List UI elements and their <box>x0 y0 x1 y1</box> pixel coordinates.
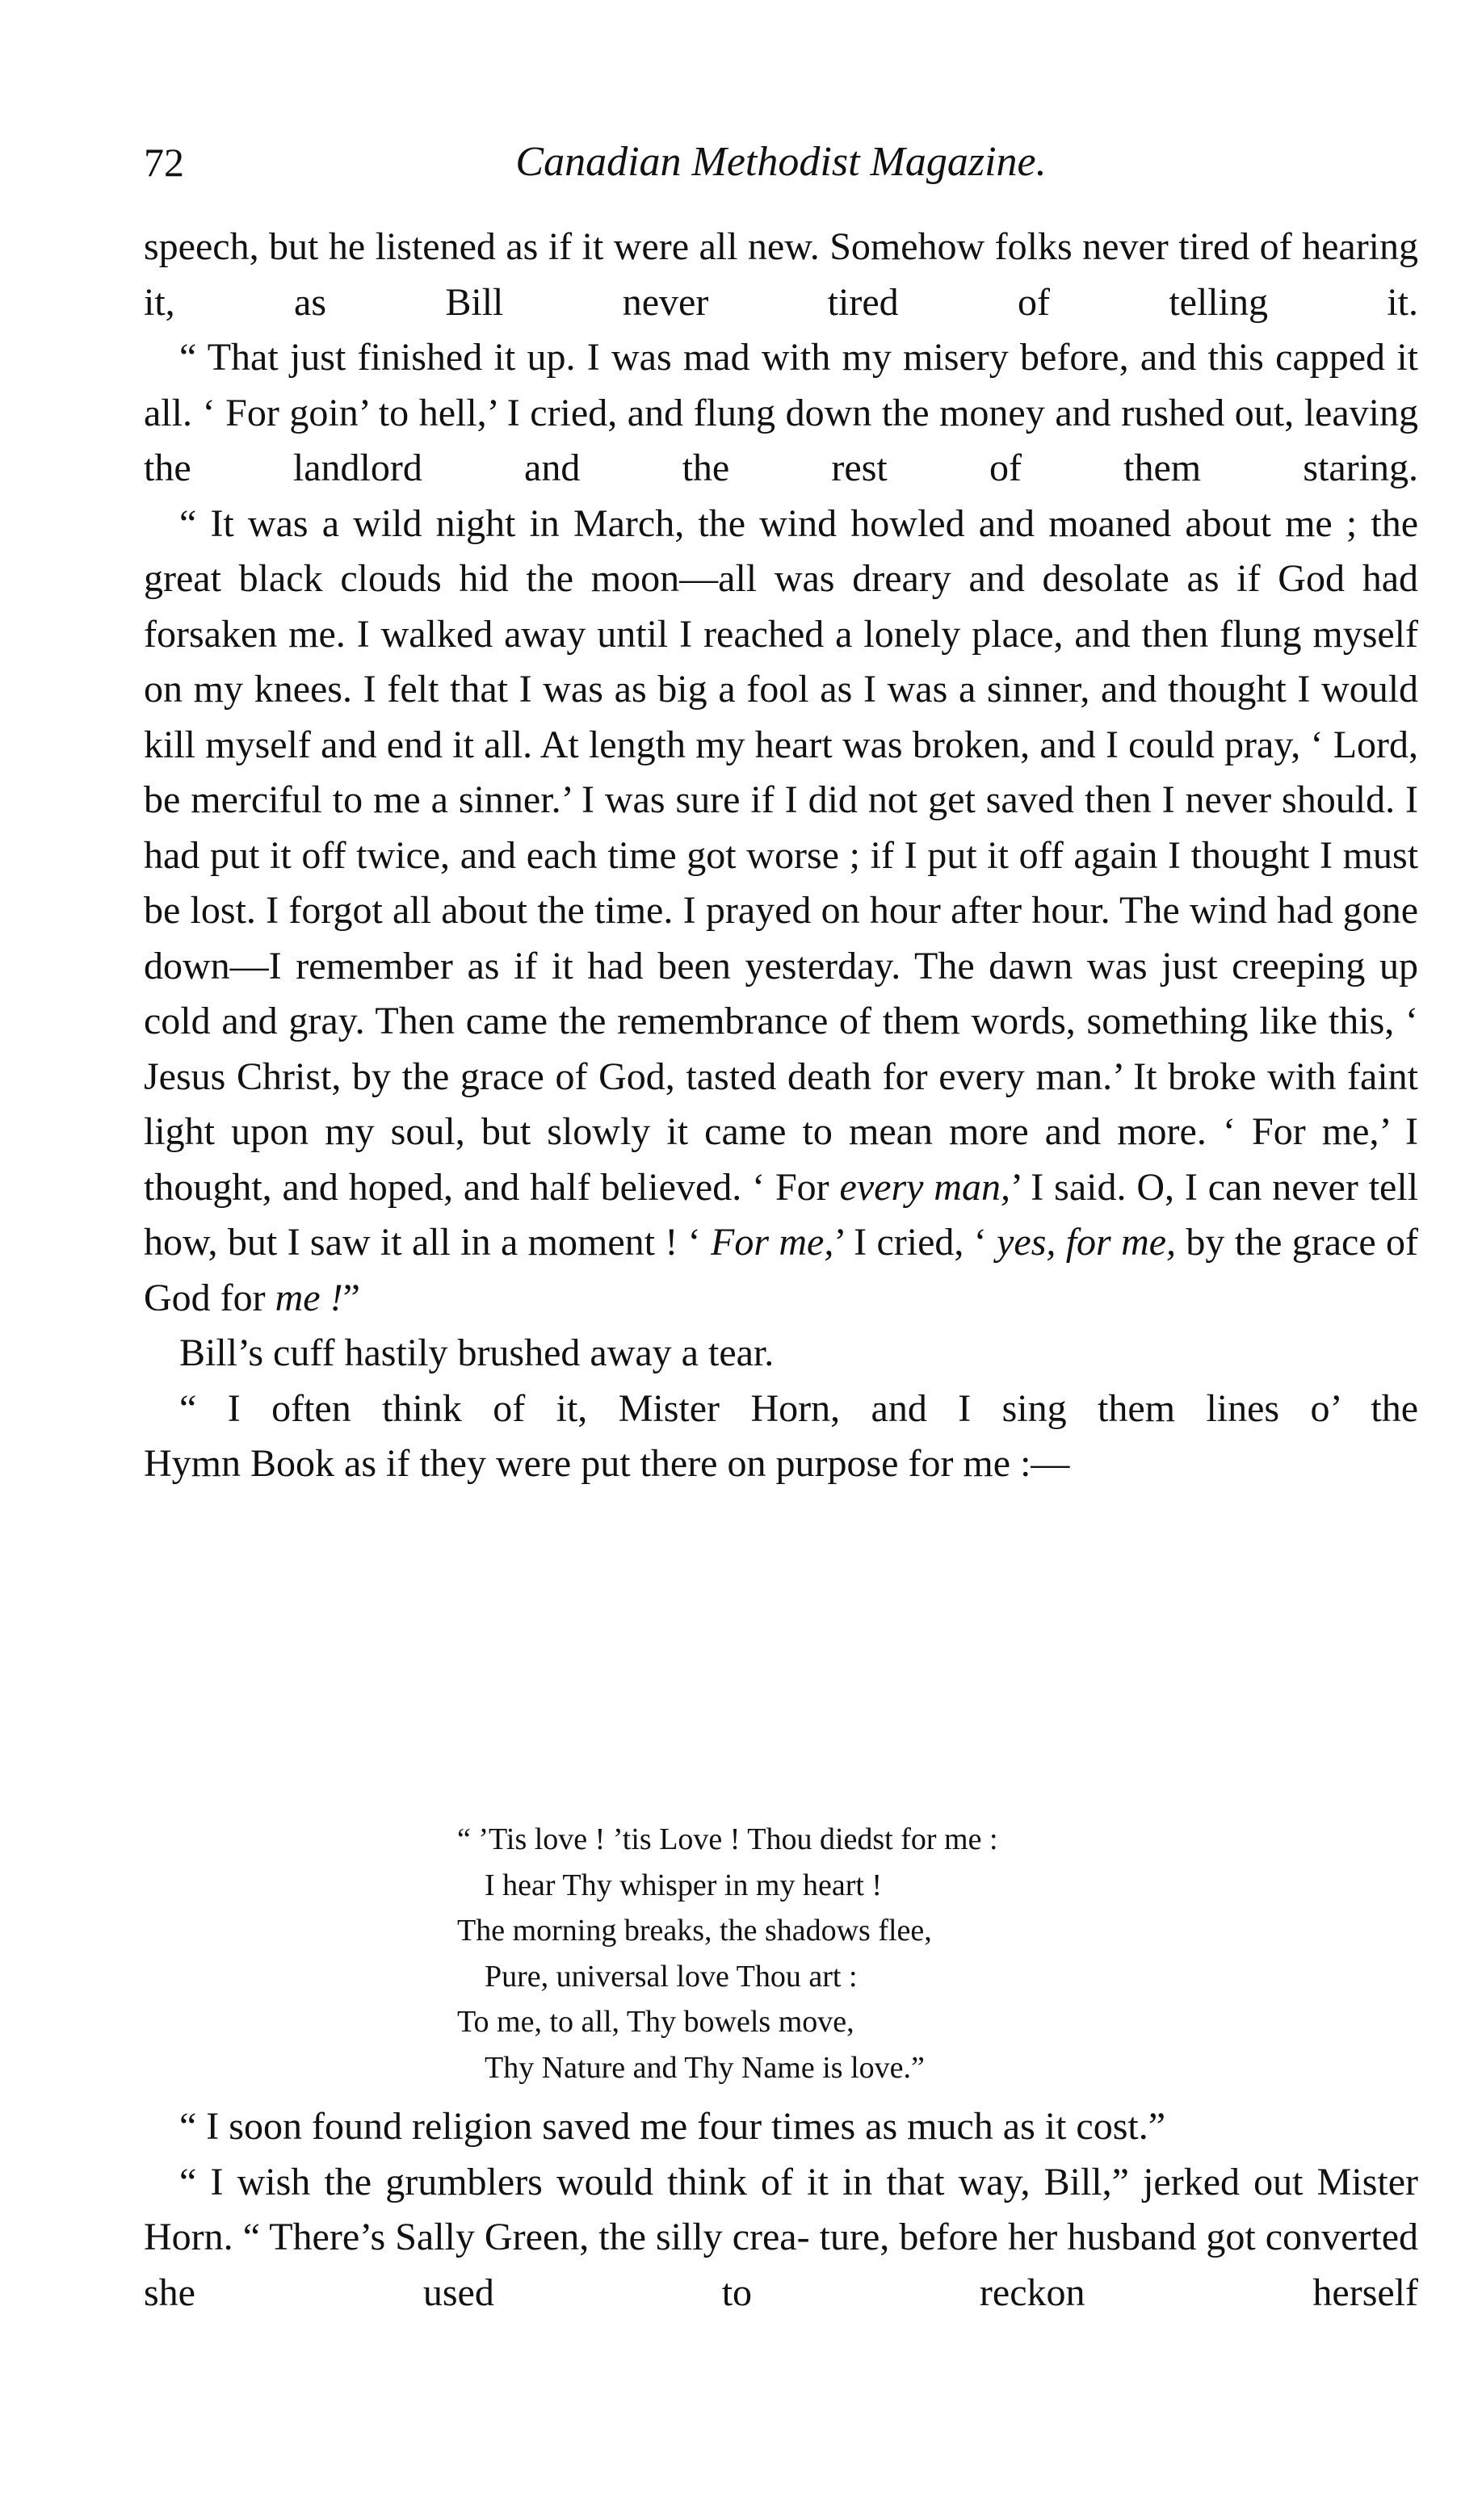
text-line: felt that I was as big a fool as I was a sinner, and thought I <box>387 668 1311 711</box>
emphasis: yes, for me, <box>997 1221 1177 1264</box>
text-line <box>144 1277 360 1319</box>
paragraph-7 <box>144 2155 1418 2321</box>
text-run: ’ I cried, ‘ <box>833 1221 997 1264</box>
text-line: Hymn Book as if they were put there on purpose for me :— <box>144 1442 1070 1485</box>
text-line: “ That just finished it up. I was mad with my misery before, <box>179 336 1129 379</box>
paragraph-3 <box>144 497 1418 1271</box>
text-run: ‘ For <box>752 1165 840 1209</box>
text-line: ture, before her husband got converted she used to reckon herself <box>144 2216 1419 2314</box>
body-text <box>144 220 1418 1492</box>
text-line: came the remembrance of them words, something like this, ‘ Jesus <box>144 1000 1419 1098</box>
text-line <box>460 1221 1418 1264</box>
text-line: jerked out Mister Horn. “ There’s Sally Green, the silly crea- <box>144 2160 1418 2258</box>
hymn-line: I hear Thy whisper in my heart ! <box>485 1868 883 1902</box>
text-line: never tired of hearing it, as Bill never tired of telling it. <box>144 225 1419 324</box>
hymn-line: Thy Nature and Thy Name is love.” <box>485 2050 925 2085</box>
text-line: be lost. I forgot all about the time. I prayed on hour after <box>144 889 1022 932</box>
text-line: yesterday. The dawn was just creeping up cold and gray. Then <box>144 944 1419 1042</box>
running-head <box>144 126 1418 199</box>
text-line: would kill myself and end it all. At length my heart was broken, <box>144 668 1419 766</box>
hymn-line: “ ’Tis love ! ’tis Love ! Thou diedst for me : <box>457 1822 998 1856</box>
text-line: hour. The wind had gone down—I remember as if it had been <box>144 889 1419 987</box>
emphasis: For me, <box>711 1221 834 1264</box>
text-run: ’ I said. O, I can never tell how, but I saw it all <box>144 1165 1419 1264</box>
running-title: Canadian Methodist Magazine. <box>515 139 1047 185</box>
text-line: reached a lonely place, and then flung myself on my knees. I <box>144 612 1418 711</box>
text-line: with faint light upon my soul, but slowly it came to mean more <box>144 1055 1419 1153</box>
text-line: and I could pray, ‘ Lord, be merciful to me a sinner.’ I was sure <box>144 723 1419 821</box>
hymn-line: Pure, universal love Thou art : <box>485 1959 858 1994</box>
body-text-continued <box>144 2099 1418 2321</box>
text-line: and more. ‘ For me,’ I thought, and hoped, and half believed. <box>144 1110 1419 1209</box>
text-line: “ I soon found religion saved me four times as much as it cost.” <box>179 2105 1166 2148</box>
text-line: and this capped it all. ‘ For goin’ to hell,’ I cried, and flung down <box>144 336 1419 434</box>
paragraph-6 <box>144 2099 1418 2155</box>
hymn-quote <box>457 1817 1184 2090</box>
paragraph-3-end <box>144 1271 1418 1327</box>
paragraph-5-end <box>144 1436 1418 1492</box>
paragraph-1 <box>144 220 1418 330</box>
text-line: them staring. <box>1123 447 1418 489</box>
text-line: if I did not get saved then I never should. I had put it off twice, <box>144 778 1418 877</box>
emphasis: every man, <box>839 1165 1010 1209</box>
text-line: “ I often think of it, Mister Horn, and I sing them lines o’ the <box>179 1386 1418 1430</box>
text-run: ” <box>342 1276 360 1319</box>
text-line: and desolate as if God had forsaken me. I walked away until I <box>144 557 1419 656</box>
text-line: the money and rushed out, leaving the landlord and the rest of <box>144 391 1418 489</box>
text-line: “ I wish the grumblers would think of it in that way, Bill,” <box>179 2160 1129 2203</box>
hymn-line: The morning breaks, the shadows flee, <box>457 1914 932 1948</box>
text-line: “ It was a wild night in March, the wind howled and moaned <box>179 501 1172 545</box>
text-line: Christ, by the grace of God, tasted death for every man.’ It broke <box>237 1055 1257 1098</box>
hymn-line: To me, to all, Thy bowels move, <box>457 2005 854 2039</box>
paragraph-4 <box>144 1326 1418 1382</box>
paragraph-2 <box>144 330 1418 497</box>
text-run: in a moment ! ‘ <box>460 1221 711 1264</box>
page-number: 72 <box>144 140 184 185</box>
text-line: and each time got worse ; if I put it off again I thought I must <box>460 833 1419 877</box>
paragraph-5 <box>144 1382 1418 1437</box>
text-run: God for <box>144 1276 275 1319</box>
text-line: about me ; the great black clouds hid the moon—all was dreary <box>144 501 1419 600</box>
emphasis: me ! <box>275 1276 343 1319</box>
text-line: Bill’s cuff hastily brushed away a tear. <box>179 1331 775 1374</box>
text-run: by the grace of <box>1176 1221 1419 1264</box>
text-line: speech, but he listened as if it were all new. Somehow folks <box>144 225 1073 268</box>
